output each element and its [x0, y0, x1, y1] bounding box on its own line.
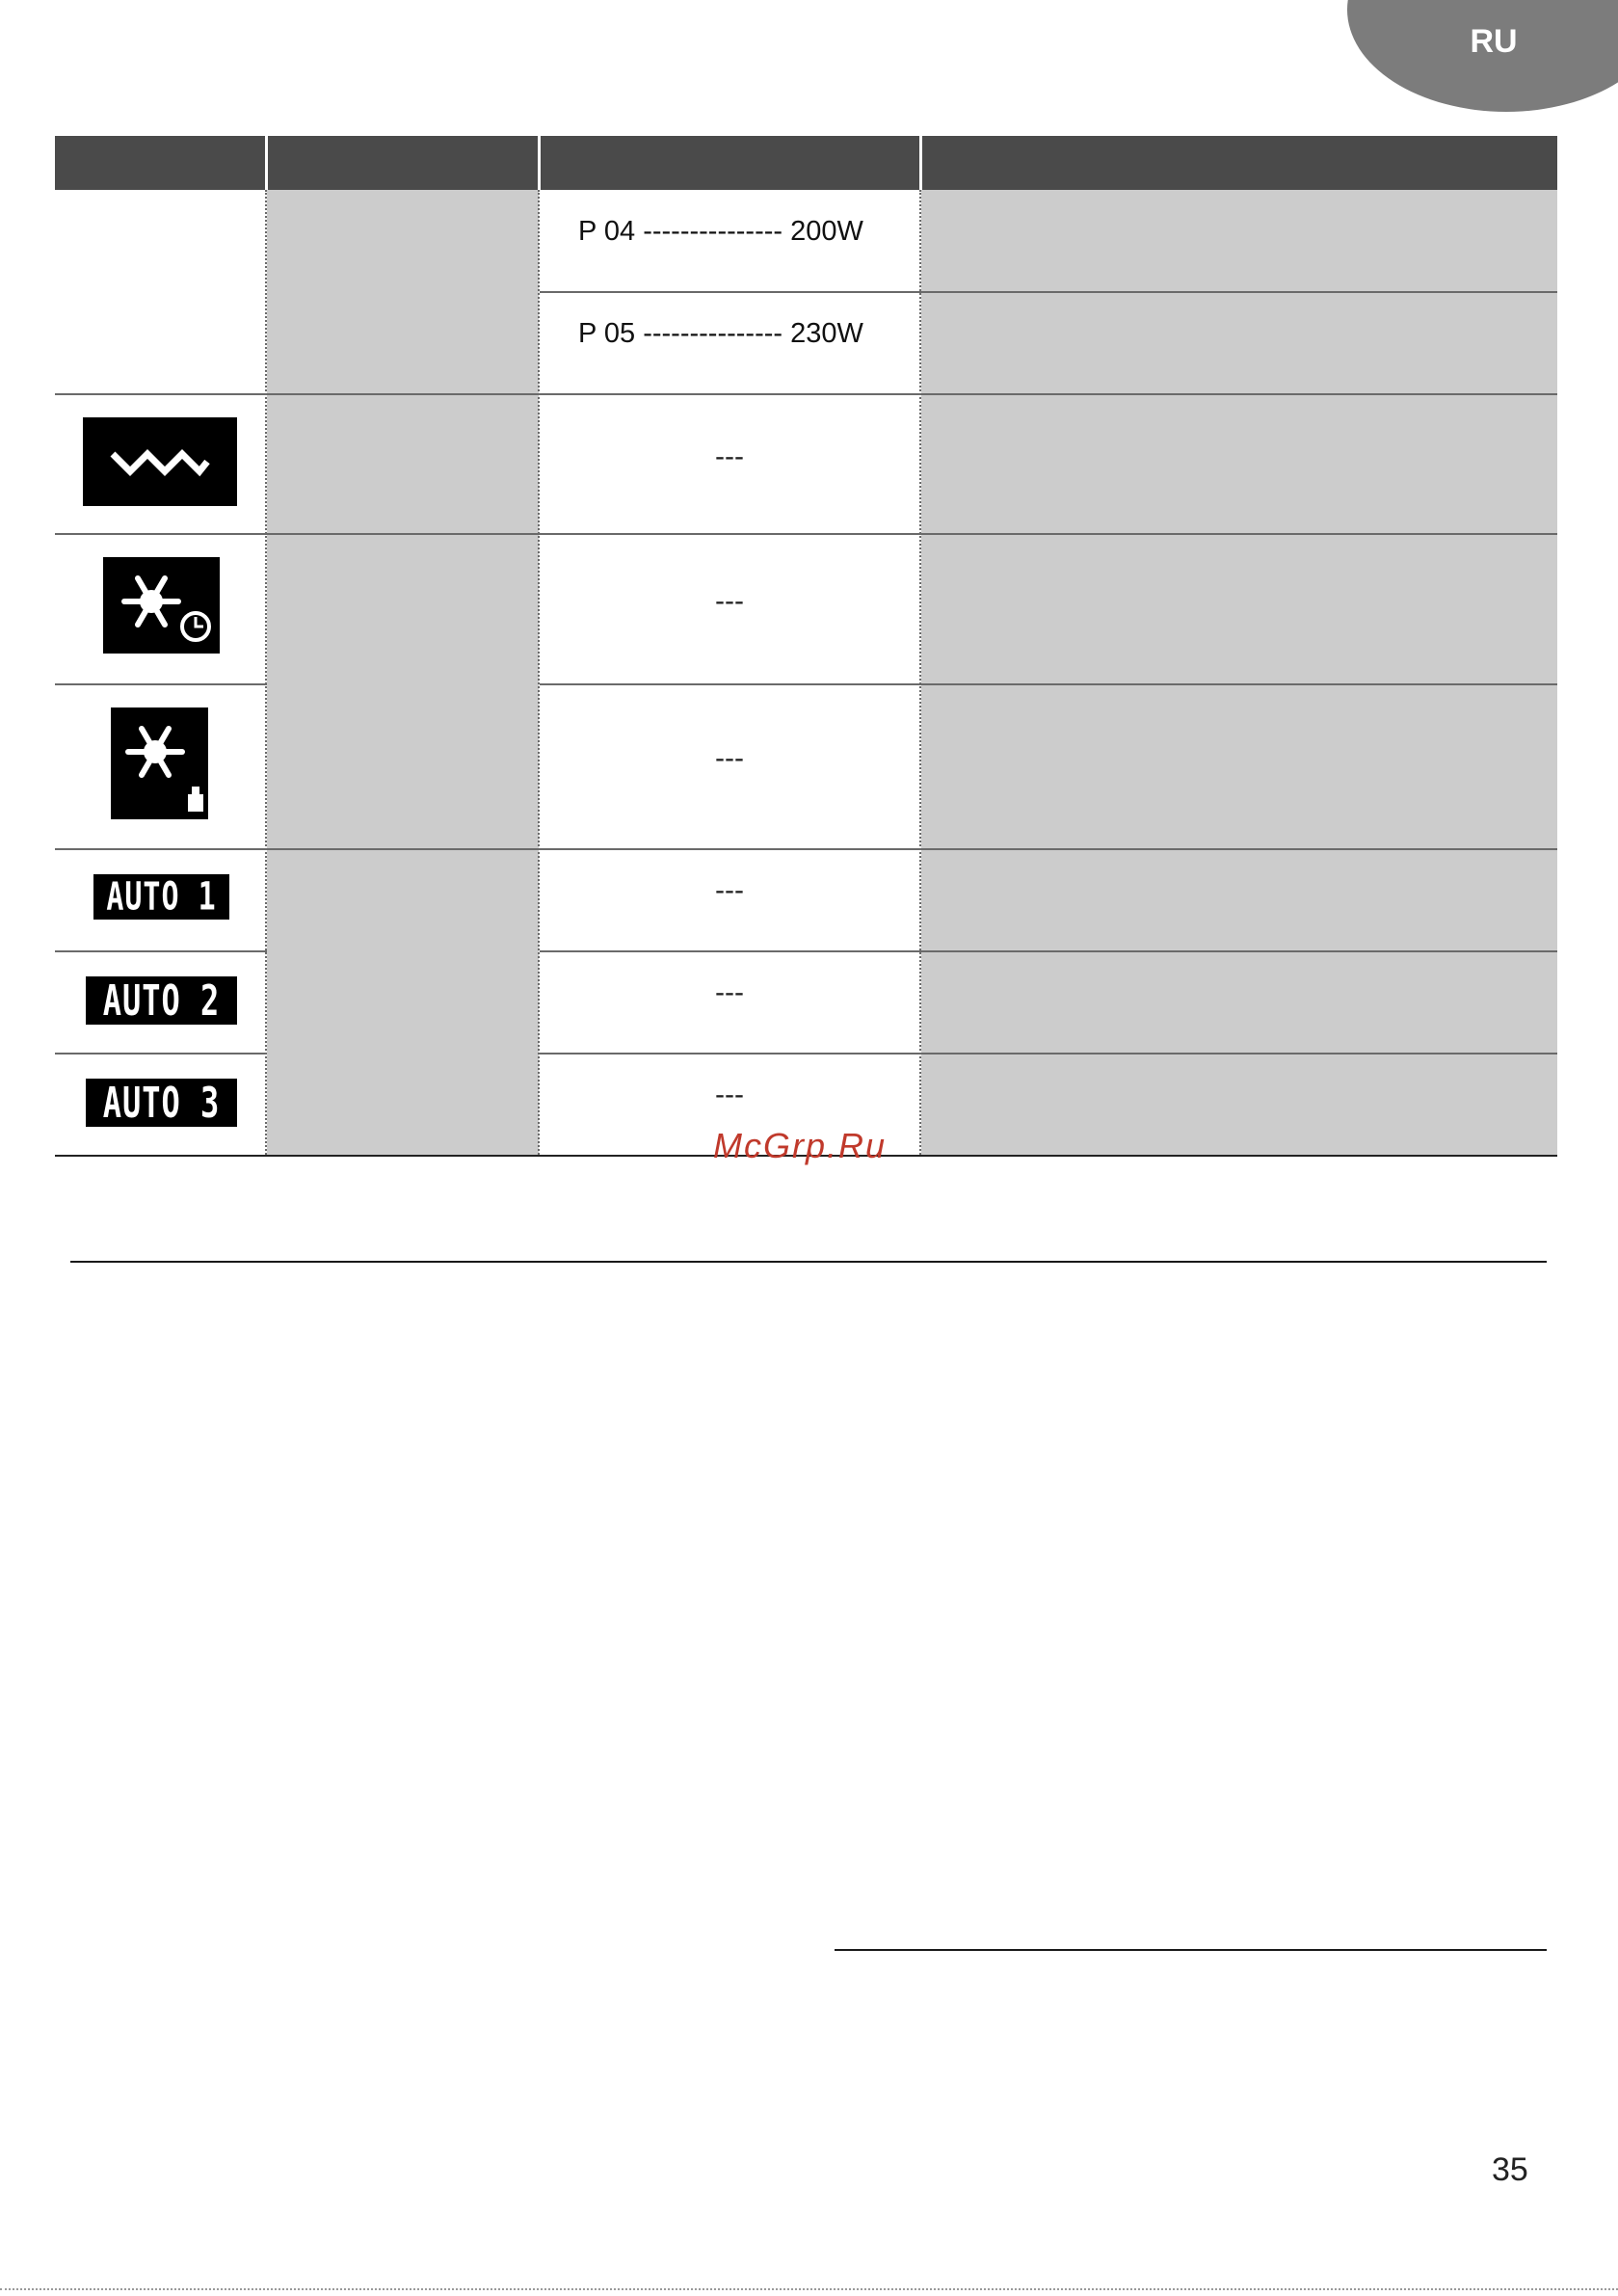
auto-1-label: AUTO 1 — [106, 873, 217, 921]
column-divider — [919, 190, 921, 1155]
auto1-power-value: --- — [715, 874, 744, 906]
column-4-fill — [921, 190, 1557, 1157]
auto2-power-value: --- — [715, 976, 744, 1008]
defrost-weight-power-value: --- — [715, 742, 744, 774]
auto-3-label: AUTO 3 — [102, 1078, 221, 1128]
defrost-by-time-icon — [103, 557, 220, 654]
row-divider — [540, 950, 1557, 952]
row-divider — [55, 683, 267, 685]
row-divider — [55, 950, 267, 952]
row-divider — [55, 848, 1557, 850]
row-divider — [55, 393, 1557, 395]
language-label: RU — [1470, 23, 1518, 60]
defrost-by-weight-icon — [111, 707, 208, 819]
auto-3-icon — [86, 1079, 237, 1127]
section-divider — [70, 1261, 1547, 1263]
power-level-p05: P 05 --------------- 230W — [578, 318, 863, 349]
row-divider — [540, 291, 1557, 293]
defrost-time-power-value: --- — [715, 585, 744, 617]
column-divider — [538, 190, 540, 1155]
table-header — [55, 136, 1557, 190]
auto3-power-value: --- — [715, 1079, 744, 1110]
row-divider — [540, 1053, 1557, 1055]
auto-1-icon — [93, 874, 229, 920]
page-number: 35 — [1492, 2151, 1528, 2188]
header-separator — [265, 136, 268, 190]
watermark: McGrp.Ru — [713, 1126, 888, 1165]
column-divider — [265, 190, 267, 1155]
footnote-divider — [835, 1949, 1547, 1951]
row-divider — [55, 533, 1557, 535]
header-separator — [919, 136, 922, 190]
header-separator — [538, 136, 541, 190]
grill-power-value: --- — [715, 441, 744, 472]
auto-2-icon — [86, 976, 237, 1025]
auto-2-label: AUTO 2 — [102, 975, 221, 1026]
power-level-p04: P 04 --------------- 200W — [578, 216, 863, 247]
page-bottom-edge — [0, 2288, 1618, 2290]
grill-icon — [83, 417, 237, 506]
column-2-fill — [267, 190, 539, 1157]
row-divider — [55, 1053, 267, 1055]
row-divider — [540, 683, 1557, 685]
